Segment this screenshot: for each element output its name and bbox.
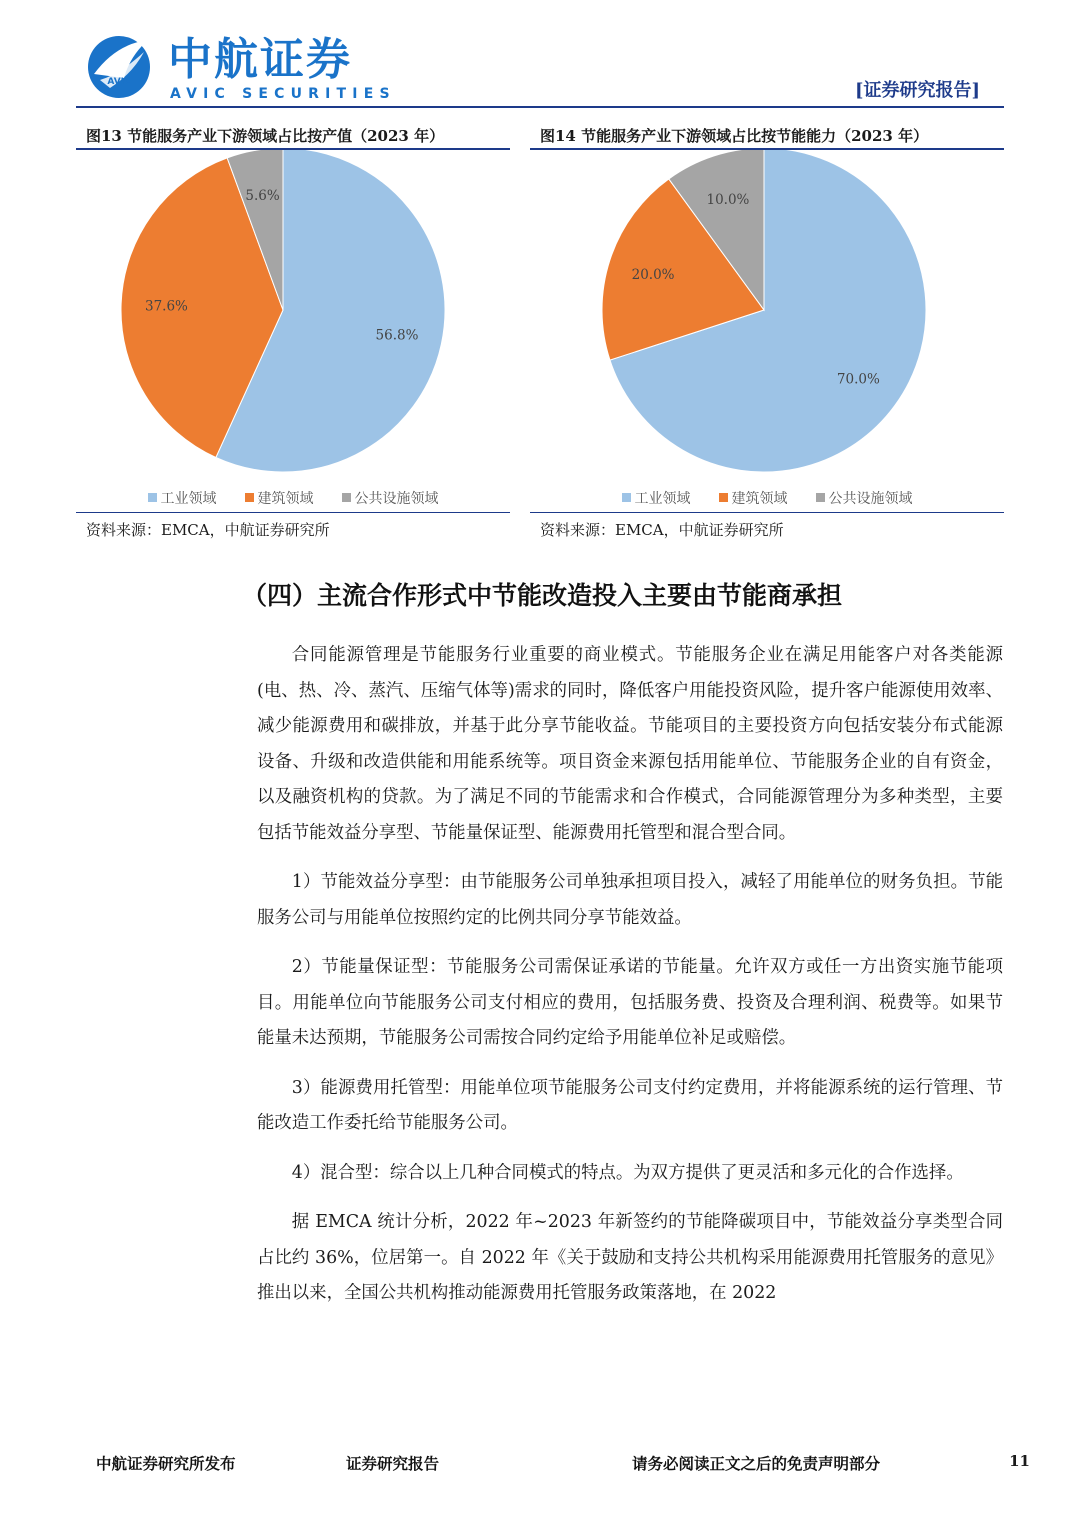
figure-13 [76, 120, 510, 540]
legend-swatch [342, 493, 351, 502]
legend-item [816, 488, 913, 508]
legend-label: 工业领域 [160, 490, 217, 507]
section-heading: （四）主流合作形式中节能改造投入主要由节能商承担 [242, 581, 843, 610]
legend-swatch [816, 493, 825, 502]
paragraph: 2）节能量保证型：节能服务公司需保证承诺的节能量。允许双方或任一方出资实施节能项目。用能单位向节能服务公司支付相应的费用，包括服务费、投资及合理利润、税费等。如果节能量未达预期，节能服务公司需按合同约定给予用能单位补足或赔偿。 [257, 957, 1003, 1048]
legend-label: 建筑领域 [257, 490, 314, 507]
footer-report-type: 证券研究报告 [346, 1454, 440, 1473]
header-divider [76, 106, 1004, 108]
figure-title: 图13 节能服务产业下游领域占比按产值（2023 年） [86, 127, 445, 145]
legend-item [342, 488, 439, 508]
legend-item [245, 488, 314, 508]
figure-source: 资料来源：EMCA，中航证券研究所 [86, 521, 330, 539]
legend-swatch [245, 493, 254, 502]
legend-item [622, 488, 691, 508]
legend-label: 建筑领域 [731, 490, 788, 507]
body-text [257, 638, 1003, 1326]
footer-disclaimer: 请务必阅读正文之后的免责声明部分 [632, 1454, 881, 1473]
page-number: 11 [1009, 1452, 1030, 1470]
legend-label: 公共设施领域 [354, 490, 439, 507]
logo-english-name: AVIC SECURITIES [170, 86, 396, 102]
paragraph: 据 EMCA 统计分析，2022 年~2023 年新签约的节能降碳项目中，节能效益分享类型合同占比约 36%，位居第一。自 2022 年《关于鼓励和支持公共机构采用能源费用托管服务的意见》推出以来，全国公共机构推动能源费用托管服务政策落地，在 2022 [257, 1212, 1003, 1303]
pie-slice-label: 37.6% [144, 298, 188, 315]
report-type-tag: [证券研究报告] [854, 80, 980, 101]
footer-publisher: 中航证券研究所发布 [96, 1454, 236, 1473]
pie-chart [530, 150, 1004, 512]
legend-label: 公共设施领域 [828, 490, 913, 507]
legend-label: 工业领域 [634, 490, 691, 507]
pie-slice-label: 56.8% [375, 327, 419, 344]
chart-legend [76, 488, 510, 508]
legend-item [148, 488, 217, 508]
chart-container [530, 150, 1004, 512]
logo-chinese-name: 中航证券 [168, 34, 352, 85]
pie-chart [76, 150, 510, 512]
pie-slice-label: 20.0% [631, 266, 675, 283]
avic-plane-icon [86, 34, 152, 100]
legend-swatch [622, 493, 631, 502]
legend-swatch [719, 493, 728, 502]
pie-slice-label: 10.0% [706, 191, 750, 208]
chart-container [76, 150, 510, 512]
figure-source: 资料来源：EMCA，中航证券研究所 [540, 521, 784, 539]
paragraph: 1）节能效益分享型：由节能服务公司单独承担项目投入，减轻了用能单位的财务负担。节能服务公司与用能单位按照约定的比例共同分享节能效益。 [257, 872, 1003, 928]
figure-14 [530, 120, 1004, 540]
svg-text:AVIC: AVIC [107, 77, 131, 87]
company-logo [86, 34, 396, 106]
pie-slice-label: 70.0% [836, 371, 880, 388]
paragraph: 3）能源费用托管型：用能单位项节能服务公司支付约定费用，并将能源系统的运行管理、节能改造工作委托给节能服务公司。 [257, 1077, 1003, 1133]
legend-item [719, 488, 788, 508]
paragraph: 4）混合型：综合以上几种合同模式的特点。为双方提供了更灵活和多元化的合作选择。 [291, 1162, 964, 1183]
pie-slice-label: 5.6% [245, 187, 280, 204]
paragraph: 合同能源管理是节能服务行业重要的商业模式。节能服务企业在满足用能客户对各类能源(电、热、冷、蒸汽、压缩气体等)需求的同时，降低客户用能投资风险，提升客户能源使用效率、减少能源费用和碳排放，并基于此分享节能收益。节能项目的主要投资方向包括安装分布式能源设备、升级和改造供能和用能系统等。项目资金来源包括用能单位、节能服务企业的自有资金，以及融资机构的贷款。为了满足不同的节能需求和合作模式，合同能源管理分为多种类型，主要包括节能效益分享型、节能量保证型、能源费用托管型和混合型合同。 [257, 645, 1003, 843]
figure-title: 图14 节能服务产业下游领域占比按节能能力（2023 年） [540, 127, 929, 145]
chart-legend [530, 488, 1004, 508]
legend-swatch [148, 493, 157, 502]
